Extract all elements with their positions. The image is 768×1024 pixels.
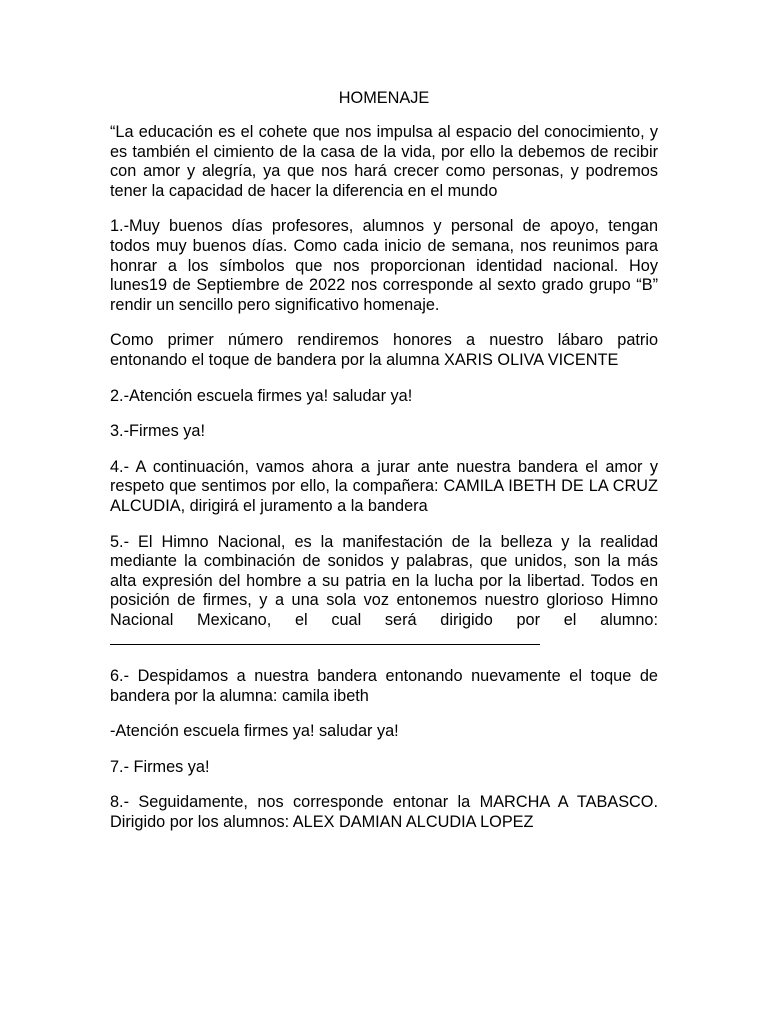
step-3-paragraph xyxy=(110,422,658,442)
step-8-paragraph xyxy=(110,793,658,832)
paragraph-text: 2.-Atención escuela firmes ya! saludar ya! xyxy=(110,386,413,405)
paragraph-text: 1.-Muy buenos días profesores, alumnos y personal de apoyo, tengan todos muy buenos días. Como cada inicio de semana, nos reunimos para honrar a los símbolos que nos proporcionan identidad nacional. Hoy lunes19 de Septiembre de 2022 nos corresponde al sexto grado grupo “B” rendir un sencillo pero significativo homenaje. xyxy=(110,217,658,314)
step-1-paragraph xyxy=(110,217,658,315)
paragraph-text: 6.- Despidamos a nuestra bandera entonando nuevamente el toque de bandera por la alumna: camila ibeth xyxy=(110,667,658,705)
document-page xyxy=(110,88,658,849)
paragraph-text: 8.- Seguidamente, nos corresponde entonar la MARCHA A TABASCO. Dirigido por los alumnos: ALEX DAMIAN ALCUDIA LOPEZ xyxy=(110,793,658,832)
step-6-paragraph xyxy=(110,667,658,706)
paragraph-text: “La educación es el cohete que nos impulsa al espacio del conocimiento, y es también el cimiento de la casa de la vida, por ello la debemos de recibir con amor y alegría, ya que nos hará crecer como personas, y podremos tener la capacidad de hacer la diferencia en el mundo xyxy=(110,123,658,200)
paragraph-text: 5.- El Himno Nacional, es la manifestación de la belleza y la realidad mediante la combinación de sonidos y palabras, que unidos, son la más alta expresión del hombre a su patria en la lucha por la libertad. Todos en posición de firmes, y a una sola voz entonemos nuestro glorioso Himno Nacional Mexicano, el cual será dirigido por el alumno: xyxy=(110,532,658,629)
step-5-paragraph xyxy=(110,533,658,652)
paragraph-text: 3.-Firmes ya! xyxy=(110,422,205,441)
attention-paragraph xyxy=(110,722,658,742)
paragraph-text: 4.- A continuación, vamos ahora a jurar ante nuestra bandera el amor y respeto que sentimos por ello, la compañera: CAMILA IBETH DE LA CRUZ ALCUDIA, dirigirá el juramento a la bandera xyxy=(110,457,658,515)
paragraph-text: Como primer número rendiremos honores a nuestro lábaro patrio entonando el toque de bandera por la alumna XARIS OLIVA VICENTE xyxy=(110,331,658,369)
step-4-paragraph xyxy=(110,458,658,517)
fill-in-blank-line xyxy=(110,630,540,645)
opening-quote-paragraph xyxy=(110,123,658,201)
paragraph-text: 7.- Firmes ya! xyxy=(110,757,210,776)
paragraph-text: -Atención escuela firmes ya! saludar ya! xyxy=(110,722,399,741)
step-2-paragraph xyxy=(110,387,658,407)
flag-honors-paragraph xyxy=(110,331,658,370)
step-7-paragraph xyxy=(110,758,658,778)
document-title: HOMENAJE xyxy=(338,89,430,107)
